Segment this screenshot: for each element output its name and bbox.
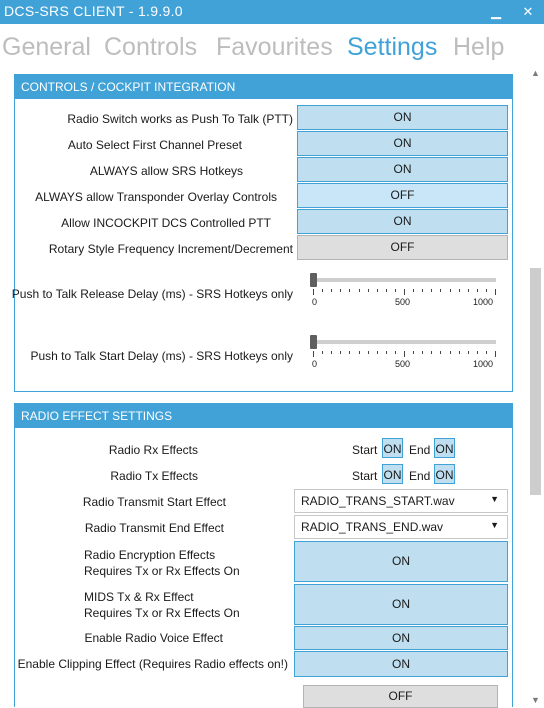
dropdown-value: RADIO_TRANS_START.wav <box>301 494 455 508</box>
auto-select-preset-label: Auto Select First Channel Preset <box>67 138 242 152</box>
vertical-scrollbar[interactable] <box>527 66 544 707</box>
encryption-effects-label <box>84 547 240 579</box>
slider-tick <box>431 351 432 354</box>
slider-tick <box>468 351 469 354</box>
slider-tick <box>322 289 323 292</box>
tx-end-effect-dropdown[interactable] <box>294 515 508 539</box>
slider-tick <box>440 289 441 292</box>
slider-mid-label: 500 <box>395 359 411 369</box>
slider-tick <box>340 351 341 354</box>
title-bar <box>0 0 544 24</box>
always-allow-hotkeys-toggle[interactable]: ON <box>297 157 508 182</box>
rotary-frequency-toggle[interactable]: OFF <box>297 235 508 260</box>
slider-tick <box>450 289 451 292</box>
ptt-start-delay-slider[interactable] <box>310 335 500 375</box>
slider-min-label: 0 <box>312 359 318 369</box>
slider-ticks <box>313 351 495 357</box>
slider-max-label: 1000 <box>473 297 494 307</box>
clipping-effect-label: Enable Clipping Effect (Requires Radio effects on!) <box>17 657 288 671</box>
window-title: DCS-SRS CLIENT - 1.9.9.0 <box>4 3 183 19</box>
slider-tick <box>359 289 360 292</box>
tx-start-toggle[interactable]: ON <box>382 464 403 484</box>
ptt-release-delay-slider[interactable] <box>310 273 500 313</box>
slider-tick <box>395 289 396 292</box>
minimize-icon[interactable]: ▁ <box>491 4 501 19</box>
slider-tick <box>413 351 414 354</box>
tx-end-effect-label: Radio Transmit End Effect <box>84 521 224 535</box>
close-icon[interactable]: ✕ <box>522 4 534 19</box>
incockpit-ptt-toggle[interactable]: ON <box>297 209 508 234</box>
tx-start-effect-label: Radio Transmit Start Effect <box>82 495 226 509</box>
slider-thumb[interactable] <box>310 335 317 349</box>
tx-end-label: End <box>409 469 431 483</box>
slider-tick <box>313 289 314 295</box>
slider-tick <box>368 289 369 292</box>
slider-tick <box>340 289 341 292</box>
slider-tick <box>404 351 405 357</box>
radio-voice-effect-label: Enable Radio Voice Effect <box>84 631 223 645</box>
incockpit-ptt-label: Allow INCOCKPIT DCS Controlled PTT <box>61 216 271 230</box>
mids-label-line1: MIDS Tx & Rx Effect <box>84 590 194 604</box>
slider-tick <box>459 351 460 354</box>
controls-cockpit-section <box>11 74 513 392</box>
scroll-thumb[interactable] <box>530 268 541 495</box>
ptt-start-delay-label: Push to Talk Start Delay (ms) - SRS Hotkeys only <box>30 349 293 363</box>
slider-tick <box>477 351 478 354</box>
mids-effect-label <box>84 589 240 621</box>
radio-voice-effect-toggle[interactable]: ON <box>294 626 508 650</box>
slider-tick <box>386 289 387 292</box>
encryption-label-line1: Radio Encryption Effects <box>84 548 216 562</box>
rx-effects-controls <box>352 438 462 460</box>
slider-tick <box>377 351 378 354</box>
encryption-effects-toggle[interactable]: ON <box>294 541 508 582</box>
tab-favourites[interactable]: Favourites <box>216 33 333 61</box>
rx-end-label: End <box>409 443 431 457</box>
always-allow-hotkeys-label: ALWAYS allow SRS Hotkeys <box>89 164 243 178</box>
slider-tick <box>431 289 432 292</box>
slider-ticks <box>313 289 495 295</box>
slider-tick <box>422 289 423 292</box>
slider-tick <box>495 351 496 357</box>
slider-max-label: 1000 <box>473 359 494 369</box>
tx-start-label: Start <box>352 469 378 483</box>
slider-track <box>312 340 496 344</box>
chevron-down-icon: ▼ <box>490 520 499 530</box>
tx-effects-label: Radio Tx Effects <box>110 469 198 483</box>
slider-tick <box>368 351 369 354</box>
slider-tick <box>486 351 487 354</box>
rx-effects-label: Radio Rx Effects <box>108 443 198 457</box>
slider-tick <box>386 351 387 354</box>
slider-tick <box>377 289 378 292</box>
rx-start-toggle[interactable]: ON <box>382 438 403 458</box>
mids-label-line2: Requires Tx or Rx Effects On <box>84 606 240 620</box>
ptt-radio-switch-label: Radio Switch works as Push To Talk (PTT) <box>67 112 293 126</box>
slider-track <box>312 278 496 282</box>
scroll-down-icon[interactable]: ▼ <box>531 695 540 705</box>
slider-tick <box>468 289 469 292</box>
tab-controls[interactable]: Controls <box>104 33 198 61</box>
ptt-release-delay-label: Push to Talk Release Delay (ms) - SRS Hotkeys only <box>11 287 293 301</box>
section-header: RADIO EFFECT SETTINGS <box>15 404 512 428</box>
slider-tick <box>349 289 350 292</box>
section-header: CONTROLS / COCKPIT INTEGRATION <box>15 75 512 99</box>
slider-tick <box>331 289 332 292</box>
slider-tick <box>395 351 396 354</box>
scroll-up-icon[interactable]: ▲ <box>531 68 540 78</box>
slider-thumb[interactable] <box>310 273 317 287</box>
tx-end-toggle[interactable]: ON <box>434 464 455 484</box>
clipping-effect-toggle[interactable]: ON <box>294 651 508 677</box>
rotary-frequency-label: Rotary Style Frequency Increment/Decrement <box>48 242 293 256</box>
tx-effects-controls <box>352 464 462 486</box>
slider-tick <box>450 351 451 354</box>
ptt-radio-switch-toggle[interactable]: ON <box>297 105 508 130</box>
slider-tick <box>413 289 414 292</box>
slider-tick <box>495 289 496 295</box>
slider-tick <box>331 351 332 354</box>
mids-effect-toggle[interactable]: ON <box>294 584 508 625</box>
encryption-label-line2: Requires Tx or Rx Effects On <box>84 564 240 578</box>
auto-select-preset-toggle[interactable]: ON <box>297 131 508 156</box>
tab-help[interactable]: Help <box>453 33 505 61</box>
slider-mid-label: 500 <box>395 297 411 307</box>
slider-tick <box>349 351 350 354</box>
slider-tick <box>322 351 323 354</box>
slider-tick <box>422 351 423 354</box>
slider-tick <box>404 289 405 295</box>
tab-general[interactable]: General <box>2 33 91 61</box>
transponder-overlay-toggle[interactable]: OFF <box>297 183 508 208</box>
next-setting-toggle[interactable]: OFF <box>303 685 498 708</box>
slider-tick <box>440 351 441 354</box>
transponder-overlay-label: ALWAYS allow Transponder Overlay Controls <box>35 190 277 204</box>
dropdown-value: RADIO_TRANS_END.wav <box>301 520 444 534</box>
radio-effect-section <box>14 403 513 707</box>
slider-tick <box>313 351 314 357</box>
tab-settings[interactable]: Settings <box>347 33 438 61</box>
rx-end-toggle[interactable]: ON <box>434 438 455 458</box>
tx-start-effect-dropdown[interactable] <box>294 489 508 513</box>
slider-min-label: 0 <box>312 297 318 307</box>
rx-start-label: Start <box>352 443 378 457</box>
slider-tick <box>359 351 360 354</box>
slider-tick <box>459 289 460 292</box>
slider-tick <box>486 289 487 292</box>
chevron-down-icon: ▼ <box>490 494 499 504</box>
slider-tick <box>477 289 478 292</box>
